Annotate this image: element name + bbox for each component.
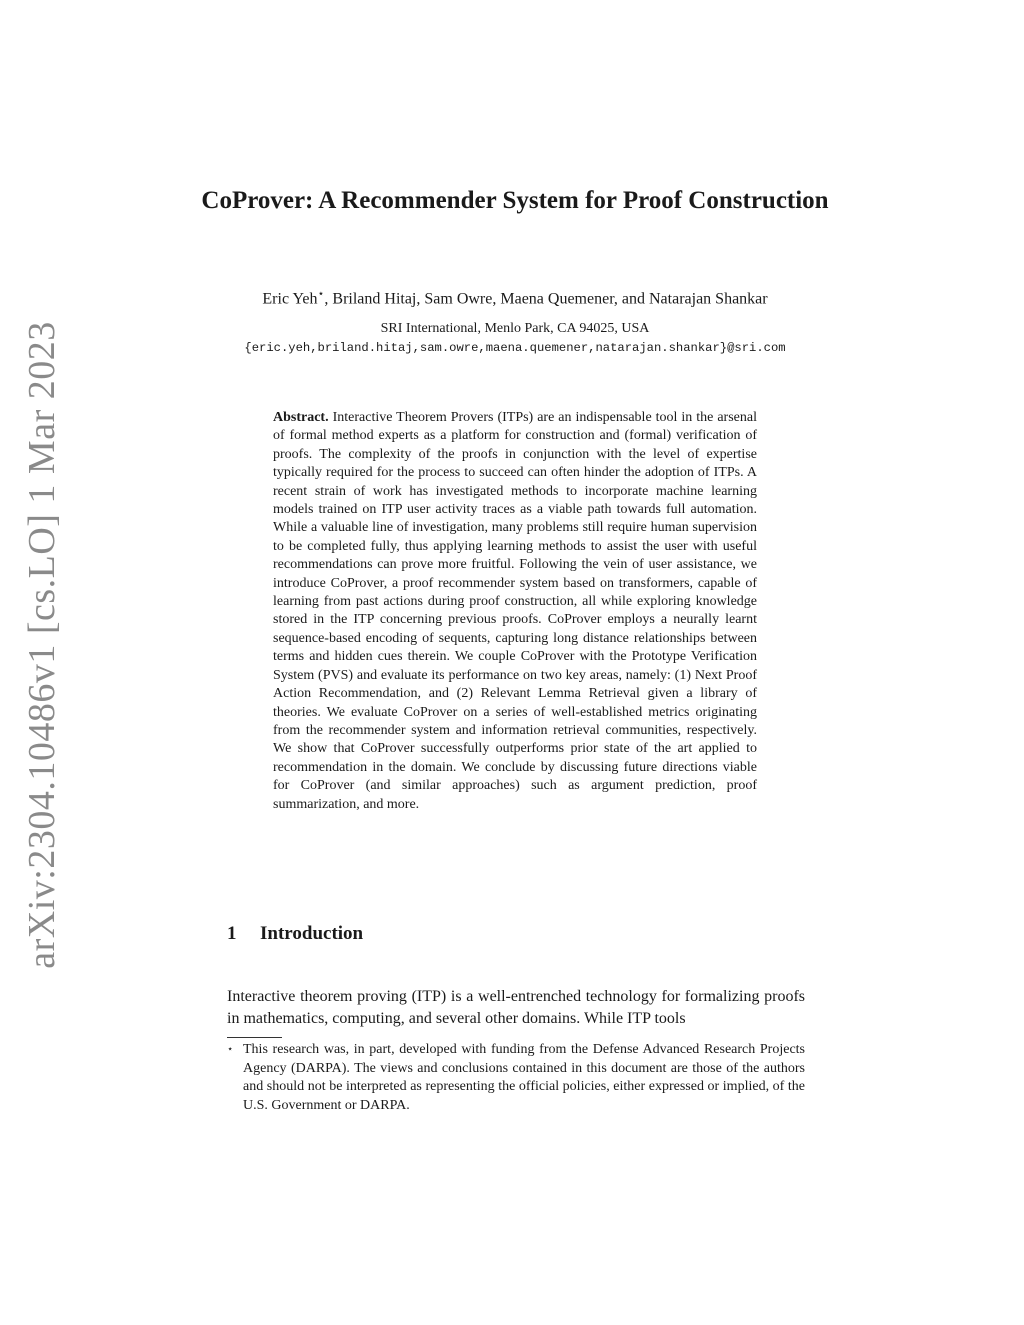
affiliation: SRI International, Menlo Park, CA 94025, USA	[380, 321, 650, 336]
first-author: Eric Yeh	[262, 290, 318, 308]
footnote	[227, 1041, 805, 1115]
section-number: 1	[227, 923, 237, 944]
section-title: Introduction	[260, 923, 364, 944]
author-emails: {eric.yeh,briland.hitaj,sam.owre,maena.quemener,natarajan.shankar}@sri.com	[244, 341, 786, 355]
other-authors: , Briland Hitaj, Sam Owre, Maena Quemener, and Natarajan Shankar	[324, 290, 768, 308]
abstract	[273, 409, 757, 814]
footnote-marker: ⋆	[227, 1044, 234, 1055]
author-list	[200, 284, 830, 309]
author-footnote-mark: ⋆	[317, 288, 325, 300]
abstract-label: Abstract.	[273, 410, 329, 425]
footnote-rule	[227, 1037, 282, 1038]
footnote-text: This research was, in part, developed with funding from the Defense Advanced Research Projects Agency (DARPA). The views and conclusions contained in this document are those of the authors and should not be interpreted as representing the official policies, either expressed or implied, of the U.S. Government or DARPA.	[243, 1042, 805, 1113]
paper-title: CoProver: A Recommender System for Proof Construction	[201, 187, 829, 214]
introduction-paragraph: Interactive theorem proving (ITP) is a well-entrenched technology for formalizing proofs in mathematics, computing, and several other domains. While ITP tools	[227, 988, 805, 1027]
abstract-text: Interactive Theorem Provers (ITPs) are an indispensable tool in the arsenal of formal method experts as a platform for construction and (formal) verification of proofs. The complexity of the proofs in conjunction with the level of expertise typically required for the process to succeed can often hinder the adoption of ITPs. A recent strain of work has investigated methods to incorporate machine learning models trained on ITP user activity traces as a viable path towards full automation. While a valuable line of investigation, many problems still require human supervision to be completed fully, thus applying learning methods to assist the user with useful recommendations can prove more fruitful. Following the vein of user assistance, we introduce CoProver, a proof recommender system based on transformers, capable of learning from past actions during proof construction, all while exploring knowledge stored in the ITP concerning previous proofs. CoProver employs a neurally learnt sequence-based encoding of sequents, capturing long distance relationships between terms and hidden cues therein. We couple CoProver with the Prototype Verification System (PVS) and evaluate its performance on two key areas, namely: (1) Next Proof Action Recommendation, and (2) Relevant Lemma Retrieval given a library of theories. We evaluate CoProver on a series of well-established metrics originating from the recommender system and information retrieval communities, respectively. We show that CoProver successfully outperforms prior state of the art applied to recommendation in the domain. We conclude by discussing future directions viable for CoProver (and similar approaches) such as argument prediction, proof summarization, and more.	[273, 410, 757, 812]
section-heading-introduction	[227, 922, 363, 946]
arxiv-identifier-stamp: arXiv:2304.10486v1 [cs.LO] 1 Mar 2023	[21, 321, 63, 969]
